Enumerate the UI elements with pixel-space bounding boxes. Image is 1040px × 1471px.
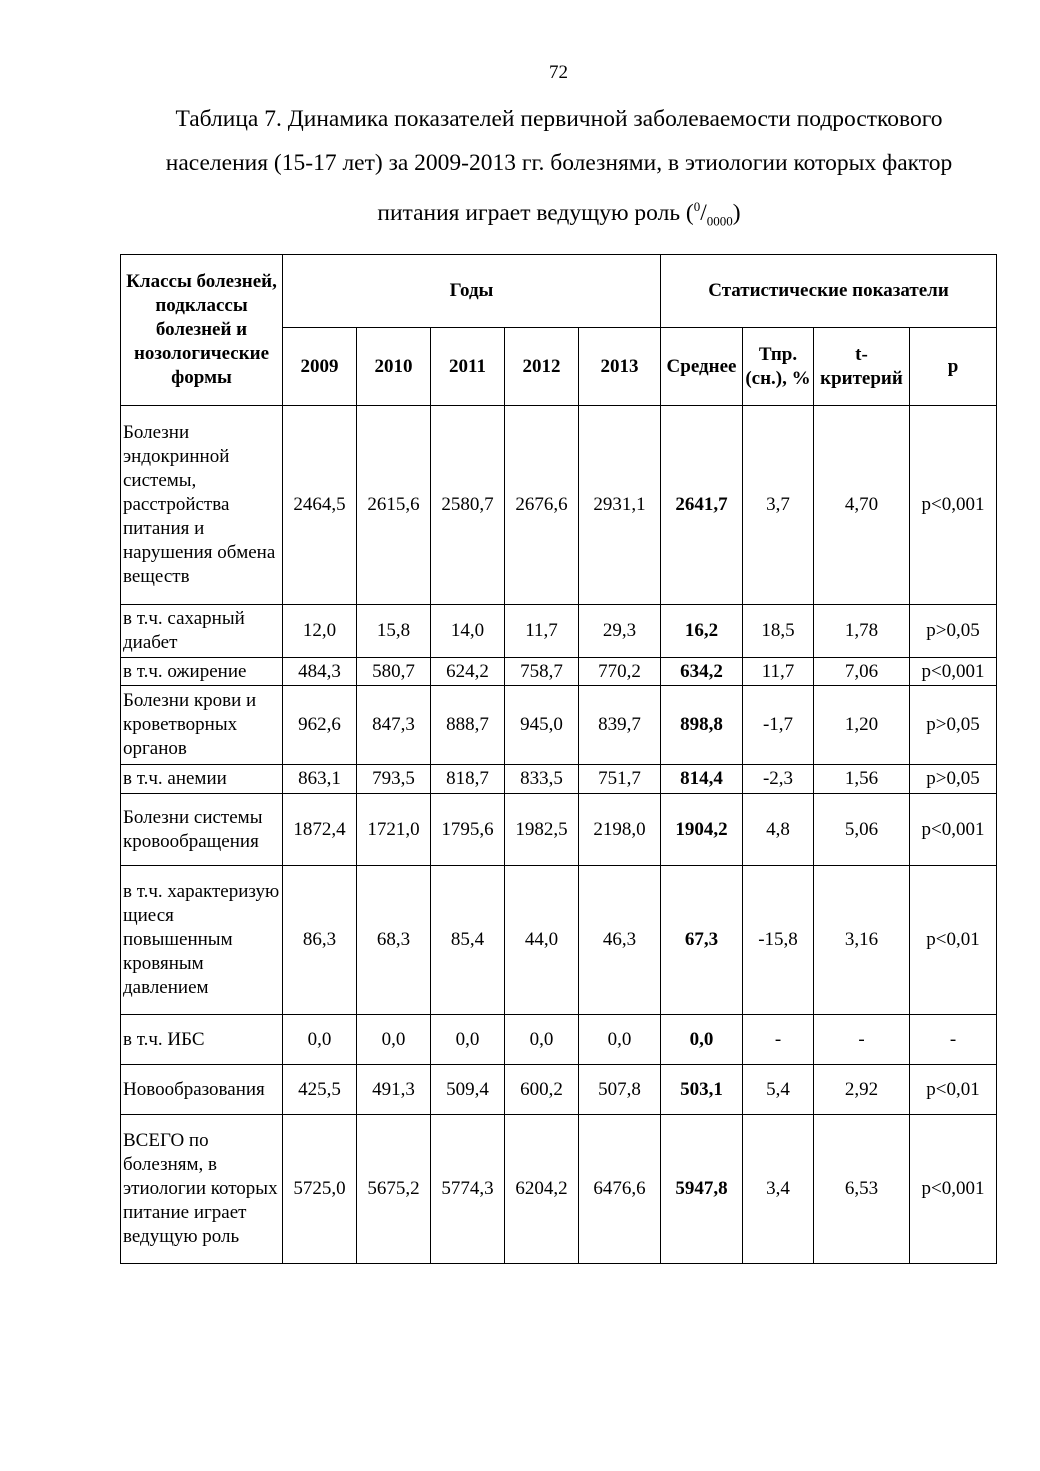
table-row xyxy=(121,794,997,866)
year-value-cell: 580,7 xyxy=(357,658,431,686)
year-value-cell: 44,0 xyxy=(505,866,579,1015)
header-year: 2009 xyxy=(283,328,357,406)
caption-text: Таблица 7. Динамика показателей первичной заболеваемости подросткового населения (15-17 лет) за 2009-2013 гг. болезнями, в этиологии которых фактор питания играет ведущую роль ( xyxy=(165,106,953,226)
year-value-cell: 888,7 xyxy=(431,686,505,765)
header-year: 2010 xyxy=(357,328,431,406)
mean-cell: 634,2 xyxy=(661,658,743,686)
t-criterion-cell: 1,78 xyxy=(814,605,910,658)
year-value-cell: 793,5 xyxy=(357,765,431,794)
year-value-cell: 11,7 xyxy=(505,605,579,658)
year-value-cell: 0,0 xyxy=(505,1015,579,1065)
disease-class-cell: Новообразования xyxy=(121,1065,283,1115)
year-value-cell: 833,5 xyxy=(505,765,579,794)
year-value-cell: 758,7 xyxy=(505,658,579,686)
year-value-cell: 751,7 xyxy=(579,765,661,794)
year-value-cell: 847,3 xyxy=(357,686,431,765)
year-value-cell: 600,2 xyxy=(505,1065,579,1115)
year-value-cell: 85,4 xyxy=(431,866,505,1015)
year-value-cell: 945,0 xyxy=(505,686,579,765)
header-classes: Классы болезней, подклассы болезней и нозологические формы xyxy=(121,255,283,406)
table-row xyxy=(121,605,997,658)
p-value-cell: p<0,001 xyxy=(910,1115,997,1264)
page-number: 72 xyxy=(549,62,568,83)
year-value-cell: 507,8 xyxy=(579,1065,661,1115)
year-value-cell: 15,8 xyxy=(357,605,431,658)
tpr-cell: 3,4 xyxy=(743,1115,814,1264)
p-value-cell: p>0,05 xyxy=(910,765,997,794)
caption-slash: / xyxy=(700,199,707,226)
mean-cell: 898,8 xyxy=(661,686,743,765)
header-row-groups xyxy=(121,255,997,328)
table-row xyxy=(121,765,997,794)
p-value-cell: p<0,001 xyxy=(910,794,997,866)
morbidity-table xyxy=(120,254,997,1264)
p-value-cell: p<0,001 xyxy=(910,406,997,605)
year-value-cell: 1982,5 xyxy=(505,794,579,866)
tpr-cell: 11,7 xyxy=(743,658,814,686)
year-value-cell: 2464,5 xyxy=(283,406,357,605)
table-row xyxy=(121,686,997,765)
header-stats-group: Статистические показатели xyxy=(661,255,997,328)
mean-cell: 814,4 xyxy=(661,765,743,794)
tpr-cell: 5,4 xyxy=(743,1065,814,1115)
t-criterion-cell: 3,16 xyxy=(814,866,910,1015)
year-value-cell: 624,2 xyxy=(431,658,505,686)
mean-cell: 5947,8 xyxy=(661,1115,743,1264)
year-value-cell: 1721,0 xyxy=(357,794,431,866)
tpr-cell: -1,7 xyxy=(743,686,814,765)
year-value-cell: 491,3 xyxy=(357,1065,431,1115)
disease-class-cell: в т.ч. характеризую щиеся повышенным кровяным давлением xyxy=(121,866,283,1015)
disease-class-cell: в т.ч. сахарный диабет xyxy=(121,605,283,658)
mean-cell: 67,3 xyxy=(661,866,743,1015)
p-value-cell: p<0,001 xyxy=(910,658,997,686)
mean-cell: 1904,2 xyxy=(661,794,743,866)
year-value-cell: 5774,3 xyxy=(431,1115,505,1264)
year-value-cell: 770,2 xyxy=(579,658,661,686)
header-mean: Среднее xyxy=(661,328,743,406)
t-criterion-cell: - xyxy=(814,1015,910,1065)
table-row xyxy=(121,406,997,605)
tpr-cell: 4,8 xyxy=(743,794,814,866)
table-caption xyxy=(140,97,978,244)
year-value-cell: 962,6 xyxy=(283,686,357,765)
table-row xyxy=(121,658,997,686)
t-criterion-cell: 5,06 xyxy=(814,794,910,866)
table-row xyxy=(121,1115,997,1264)
year-value-cell: 2931,1 xyxy=(579,406,661,605)
year-value-cell: 6204,2 xyxy=(505,1115,579,1264)
p-value-cell: - xyxy=(910,1015,997,1065)
caption-subscript: 0000 xyxy=(706,213,733,229)
year-value-cell: 484,3 xyxy=(283,658,357,686)
year-value-cell: 839,7 xyxy=(579,686,661,765)
year-value-cell: 818,7 xyxy=(431,765,505,794)
table-body xyxy=(121,406,997,1264)
header-year: 2012 xyxy=(505,328,579,406)
year-value-cell: 5725,0 xyxy=(283,1115,357,1264)
disease-class-cell: в т.ч. ИБС xyxy=(121,1015,283,1065)
t-criterion-cell: 6,53 xyxy=(814,1115,910,1264)
caption-superscript: 0 xyxy=(693,199,701,214)
header-t-criterion: t-критерий xyxy=(814,328,910,406)
mean-cell: 2641,7 xyxy=(661,406,743,605)
year-value-cell: 863,1 xyxy=(283,765,357,794)
tpr-cell: - xyxy=(743,1015,814,1065)
mean-cell: 503,1 xyxy=(661,1065,743,1115)
year-value-cell: 0,0 xyxy=(283,1015,357,1065)
disease-class-cell: Болезни крови и кроветворных органов xyxy=(121,686,283,765)
header-years-group: Годы xyxy=(283,255,661,328)
tpr-cell: -15,8 xyxy=(743,866,814,1015)
header-year: 2011 xyxy=(431,328,505,406)
disease-class-cell: в т.ч. анемии xyxy=(121,765,283,794)
year-value-cell: 425,5 xyxy=(283,1065,357,1115)
disease-class-cell: Болезни эндокринной системы, расстройства питания и нарушения обмена веществ xyxy=(121,406,283,605)
year-value-cell: 2615,6 xyxy=(357,406,431,605)
header-tpr: Тпр. (сн.), % xyxy=(743,328,814,406)
table-row xyxy=(121,1015,997,1065)
t-criterion-cell: 1,20 xyxy=(814,686,910,765)
year-value-cell: 1872,4 xyxy=(283,794,357,866)
year-value-cell: 2580,7 xyxy=(431,406,505,605)
header-year: 2013 xyxy=(579,328,661,406)
year-value-cell: 14,0 xyxy=(431,605,505,658)
caption-close: ) xyxy=(732,199,741,226)
t-criterion-cell: 4,70 xyxy=(814,406,910,605)
p-value-cell: p>0,05 xyxy=(910,605,997,658)
year-value-cell: 0,0 xyxy=(431,1015,505,1065)
t-criterion-cell: 7,06 xyxy=(814,658,910,686)
header-p: p xyxy=(910,328,997,406)
t-criterion-cell: 1,56 xyxy=(814,765,910,794)
year-value-cell: 29,3 xyxy=(579,605,661,658)
disease-class-cell: Болезни системы кровообращения xyxy=(121,794,283,866)
year-value-cell: 0,0 xyxy=(579,1015,661,1065)
year-value-cell: 86,3 xyxy=(283,866,357,1015)
year-value-cell: 6476,6 xyxy=(579,1115,661,1264)
p-value-cell: p<0,01 xyxy=(910,1065,997,1115)
year-value-cell: 2198,0 xyxy=(579,794,661,866)
disease-class-cell: ВСЕГО по болезням, в этиологии которых питание играет ведущую роль xyxy=(121,1115,283,1264)
mean-cell: 0,0 xyxy=(661,1015,743,1065)
tpr-cell: 3,7 xyxy=(743,406,814,605)
year-value-cell: 12,0 xyxy=(283,605,357,658)
p-value-cell: p>0,05 xyxy=(910,686,997,765)
year-value-cell: 0,0 xyxy=(357,1015,431,1065)
year-value-cell: 46,3 xyxy=(579,866,661,1015)
tpr-cell: -2,3 xyxy=(743,765,814,794)
table-row xyxy=(121,866,997,1015)
year-value-cell: 5675,2 xyxy=(357,1115,431,1264)
p-value-cell: p<0,01 xyxy=(910,866,997,1015)
table-row xyxy=(121,1065,997,1115)
t-criterion-cell: 2,92 xyxy=(814,1065,910,1115)
year-value-cell: 2676,6 xyxy=(505,406,579,605)
disease-class-cell: в т.ч. ожирение xyxy=(121,658,283,686)
year-value-cell: 509,4 xyxy=(431,1065,505,1115)
year-value-cell: 68,3 xyxy=(357,866,431,1015)
tpr-cell: 18,5 xyxy=(743,605,814,658)
year-value-cell: 1795,6 xyxy=(431,794,505,866)
mean-cell: 16,2 xyxy=(661,605,743,658)
